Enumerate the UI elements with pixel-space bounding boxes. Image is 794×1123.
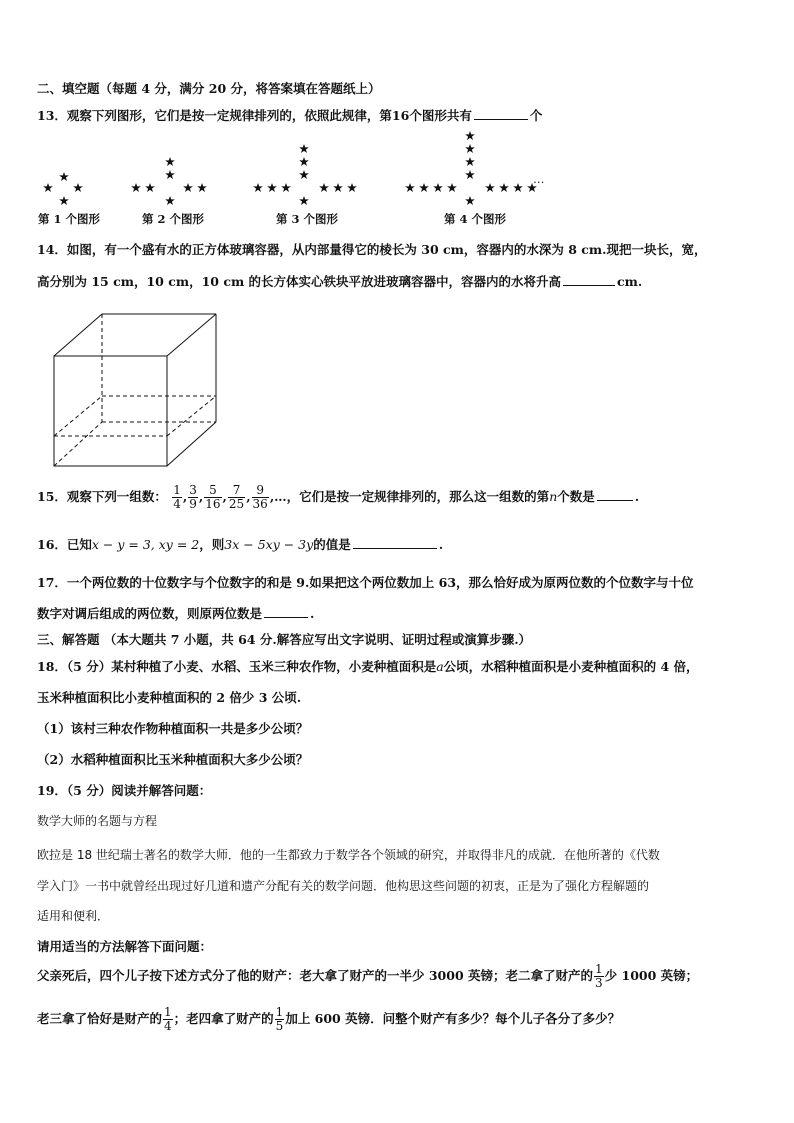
q13-answer-blank[interactable] — [474, 118, 528, 120]
q13-ellipsis: … — [533, 172, 545, 186]
q14-width: 10 — [146, 274, 164, 289]
question-17-line-2 — [37, 604, 314, 622]
q16-tail: 的值是 — [313, 537, 351, 552]
q19-fraction-one-quarter: $\frac{1}{4}$ — [164, 1005, 172, 1033]
q13-caption-2: 第 2 个图形 — [142, 212, 205, 226]
q14-edge-length: 30 — [421, 242, 439, 257]
q15-fraction-3: $\frac{5}{16}$ — [205, 483, 221, 511]
q13-text-after: 个 — [529, 108, 543, 123]
q14-text-2c: cm， — [108, 274, 147, 289]
q13-caption-4: 第 4 个图形 — [444, 212, 507, 226]
q13-figure-4 — [405, 131, 537, 205]
q15-fraction-5: $\frac{9}{36}$ — [252, 483, 268, 511]
q14-unit: cm. — [617, 274, 643, 289]
q19-p1-text-a: 父亲死后，四个儿子按下述方式分了他的财产：老大拿了财产的一半少 3000 英镑；老二拿了财产的 — [37, 968, 593, 983]
question-15-text: 15．观察下列一组数： $\frac{1}{4}$ , $\frac{3}{9}$ , $\frac{5}{16}$ , $\frac{7}{25}$ , $\frac{9}{36}$ ,…，它们是按一定规律排列的，那么这一组数的第n个数是 . — [37, 483, 640, 511]
q15-variable-n: n — [549, 489, 558, 504]
question-18-line-2: 玉米种植面积比小麦种植面积的 2 倍少 3 公顷. — [37, 690, 302, 705]
q18-text-b: 公顷，水稻种植面积是小麦种植面积的 4 倍， — [443, 659, 699, 674]
q13-figure-1 — [43, 172, 83, 205]
q19-p2-text-a: 老三拿了恰好是财产的 — [37, 1011, 163, 1026]
cube-water-surface — [54, 396, 216, 436]
q16-condition: x − y = 3, xy = 2 — [91, 537, 200, 552]
q14-height: 10 — [201, 274, 219, 289]
q19-essay-title: 数学大师的名题与方程 — [37, 814, 158, 828]
q15-answer-blank[interactable] — [597, 499, 633, 501]
cube-front-face — [54, 356, 167, 466]
q14-answer-blank[interactable] — [563, 284, 615, 286]
q13-caption-3: 第 3 个图形 — [276, 212, 339, 226]
q19-essay-line-2: 学入门》一书中就曾经出现过好几道和遗产分配有关的数学问题．他构思这些问题的初衷，正是为了强化方程解题的 — [37, 879, 650, 893]
question-13-text — [37, 106, 542, 124]
question-14-line-2 — [37, 272, 642, 290]
q18-text-a: 18．（5 分）某村种植了小麦、水稻、玉米三种农作物，小麦种植面积是 — [37, 659, 437, 674]
q15-tail-b: 个数是 — [557, 489, 595, 504]
question-19-intro: 19．（5 分）阅读并解答问题： — [37, 783, 212, 798]
q14-length: 15 — [91, 274, 109, 289]
question-16-text — [37, 535, 443, 553]
q19-p2-text-c: 加上 600 英镑．问整个财产有多少？每个儿子各分了多少？ — [285, 1011, 621, 1026]
q19-fraction-one-third: $\frac{1}{3}$ — [595, 962, 603, 990]
q19-problem-line-2 — [37, 1005, 620, 1033]
question-18-sub-2: （2）水稻种植面积比玉米种植面积大多少公顷？ — [37, 752, 309, 767]
section-3-heading: 三、解答题 （本大题共 7 小题，共 64 分.解答应写出文字说明、证明过程或演算步骤.） — [37, 632, 532, 647]
q19-problem-line-1 — [37, 962, 698, 990]
q15-fraction-1: $\frac{1}{4}$ — [173, 483, 181, 511]
q15-fraction-2: $\frac{3}{9}$ — [189, 483, 197, 511]
q14-text-c: cm，容器内的水深为 — [438, 242, 569, 257]
question-18-sub-1: （1）该村三种农作物种植面积一共是多少公顷？ — [37, 721, 309, 736]
q14-cube-diagram — [48, 310, 223, 470]
q15-tail-a: ,…，它们是按一定规律排列的，那么这一组数的第 — [269, 489, 550, 504]
question-18-line-1 — [37, 657, 699, 675]
q16-answer-blank[interactable] — [353, 547, 437, 549]
q17-answer-blank[interactable] — [264, 616, 308, 618]
q17-end: . — [310, 606, 315, 621]
question-17-line-1: 17．一个两位数的十位数字与个位数字的和是 9.如果把这个两位数加上 63，那么恰好成为原两位数的个位数字与十位 — [37, 575, 694, 590]
q15-end: . — [634, 489, 640, 504]
q13-figure-2 — [131, 157, 207, 205]
q19-essay-line-1: 欧拉是 18 世纪瑞士著名的数学大师．他的一生都致力于数学各个领域的研究，并取得非凡的成就．在他所著的《代数 — [37, 848, 660, 862]
q14-text-a: 14．如图，有一个盛有水的正方体玻璃容器，从内部量得它的棱长为 — [37, 242, 422, 257]
q13-number: 13． — [37, 108, 67, 123]
q19-prompt: 请用适当的方法解答下面问题： — [37, 939, 213, 954]
q13-figure-3 — [253, 144, 357, 205]
q16-mid: ，则 — [199, 537, 225, 552]
q19-p2-text-b: ；老四拿了财产的 — [173, 1011, 274, 1026]
q13-star-patterns — [30, 130, 590, 210]
q13-text-mid: 个图形共有 — [409, 108, 472, 123]
q13-caption-1: 第 1 个图形 — [38, 212, 101, 226]
q19-essay-line-3: 适用和便利． — [37, 909, 110, 923]
q14-text-2e: cm， — [163, 274, 202, 289]
q15-fraction-4: $\frac{7}{25}$ — [228, 483, 245, 511]
q19-p1-text-b: 少 1000 英镑； — [604, 968, 699, 983]
q13-text-before: 观察下列图形，它们是按一定规律排列的，依照此规律，第 — [66, 108, 392, 123]
q14-water-depth: 8 — [568, 242, 577, 257]
question-14-line-1 — [37, 240, 706, 258]
q13-n: 16 — [391, 108, 410, 123]
q16-intro: 16．已知 — [37, 537, 92, 552]
section-2-heading: 二、填空题（每题 4 分，满分 20 分，将答案填在答题纸上） — [37, 81, 381, 96]
q18-variable-a: a — [436, 659, 444, 674]
q14-text-2g: cm 的长方体实心铁块平放进玻璃容器中，容器内的水将升高 — [218, 274, 562, 289]
q15-intro: 15．观察下列一组数： — [37, 489, 167, 504]
q16-end: . — [438, 537, 444, 552]
q17-line-2-text: 数字对调后组成的两位数，则原两位数是 — [37, 606, 263, 621]
q14-text-2a: 高分别为 — [37, 274, 92, 289]
q16-expression: 3x − 5xy − 3y — [224, 537, 314, 552]
q19-fraction-one-fifth: $\frac{1}{5}$ — [275, 1005, 284, 1033]
q14-text-e: cm.现把一块长，宽， — [576, 242, 707, 257]
